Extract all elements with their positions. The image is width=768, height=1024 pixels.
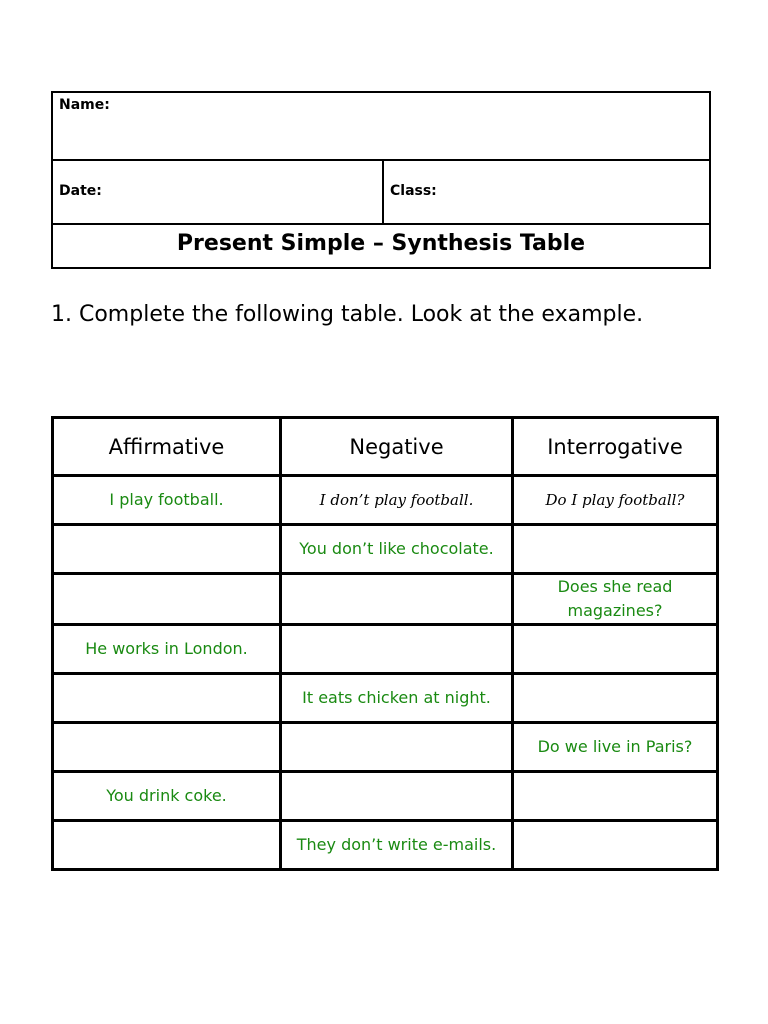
table-cell[interactable] bbox=[513, 625, 718, 674]
date-label: Date: bbox=[59, 183, 102, 199]
table-cell[interactable] bbox=[281, 574, 513, 625]
column-header-negative: Negative bbox=[281, 418, 513, 476]
table-cell: He works in London. bbox=[53, 625, 281, 674]
table-cell: You drink coke. bbox=[53, 772, 281, 821]
table-row bbox=[53, 772, 718, 821]
table-cell: Do I play football? bbox=[513, 476, 718, 525]
table-row bbox=[53, 674, 718, 723]
table-cell[interactable] bbox=[513, 821, 718, 870]
table-cell[interactable] bbox=[53, 821, 281, 870]
table-cell[interactable] bbox=[53, 723, 281, 772]
table-cell[interactable] bbox=[53, 674, 281, 723]
synthesis-table bbox=[51, 416, 719, 871]
column-header-interrogative: Interrogative bbox=[513, 418, 718, 476]
table-row bbox=[53, 625, 718, 674]
date-class-divider bbox=[382, 161, 384, 223]
date-class-row bbox=[53, 161, 709, 225]
table-cell: You don’t like chocolate. bbox=[281, 525, 513, 574]
table-cell[interactable] bbox=[513, 674, 718, 723]
instruction-text: 1. Complete the following table. Look at the example. bbox=[51, 302, 644, 327]
table-cell: Does she read magazines? bbox=[513, 574, 718, 625]
name-row bbox=[53, 93, 709, 161]
page-title: Present Simple – Synthesis Table bbox=[176, 231, 586, 256]
header-box bbox=[51, 91, 711, 269]
table-cell: They don’t write e-mails. bbox=[281, 821, 513, 870]
table-row bbox=[53, 821, 718, 870]
table-cell: It eats chicken at night. bbox=[281, 674, 513, 723]
table-cell[interactable] bbox=[281, 625, 513, 674]
table-cell: I don’t play football. bbox=[281, 476, 513, 525]
table-cell[interactable] bbox=[513, 772, 718, 821]
title-row bbox=[53, 225, 709, 267]
table-cell[interactable] bbox=[281, 772, 513, 821]
column-header-affirmative: Affirmative bbox=[53, 418, 281, 476]
class-label: Class: bbox=[390, 183, 437, 199]
table-cell: Do we live in Paris? bbox=[513, 723, 718, 772]
table-cell: I play football. bbox=[53, 476, 281, 525]
name-label: Name: bbox=[59, 97, 110, 113]
table-cell[interactable] bbox=[53, 525, 281, 574]
table-cell[interactable] bbox=[53, 574, 281, 625]
table-cell[interactable] bbox=[513, 525, 718, 574]
table-row bbox=[53, 723, 718, 772]
table-header-row bbox=[53, 418, 718, 476]
table-row bbox=[53, 476, 718, 525]
table-cell[interactable] bbox=[281, 723, 513, 772]
table-row bbox=[53, 574, 718, 625]
table-row bbox=[53, 525, 718, 574]
